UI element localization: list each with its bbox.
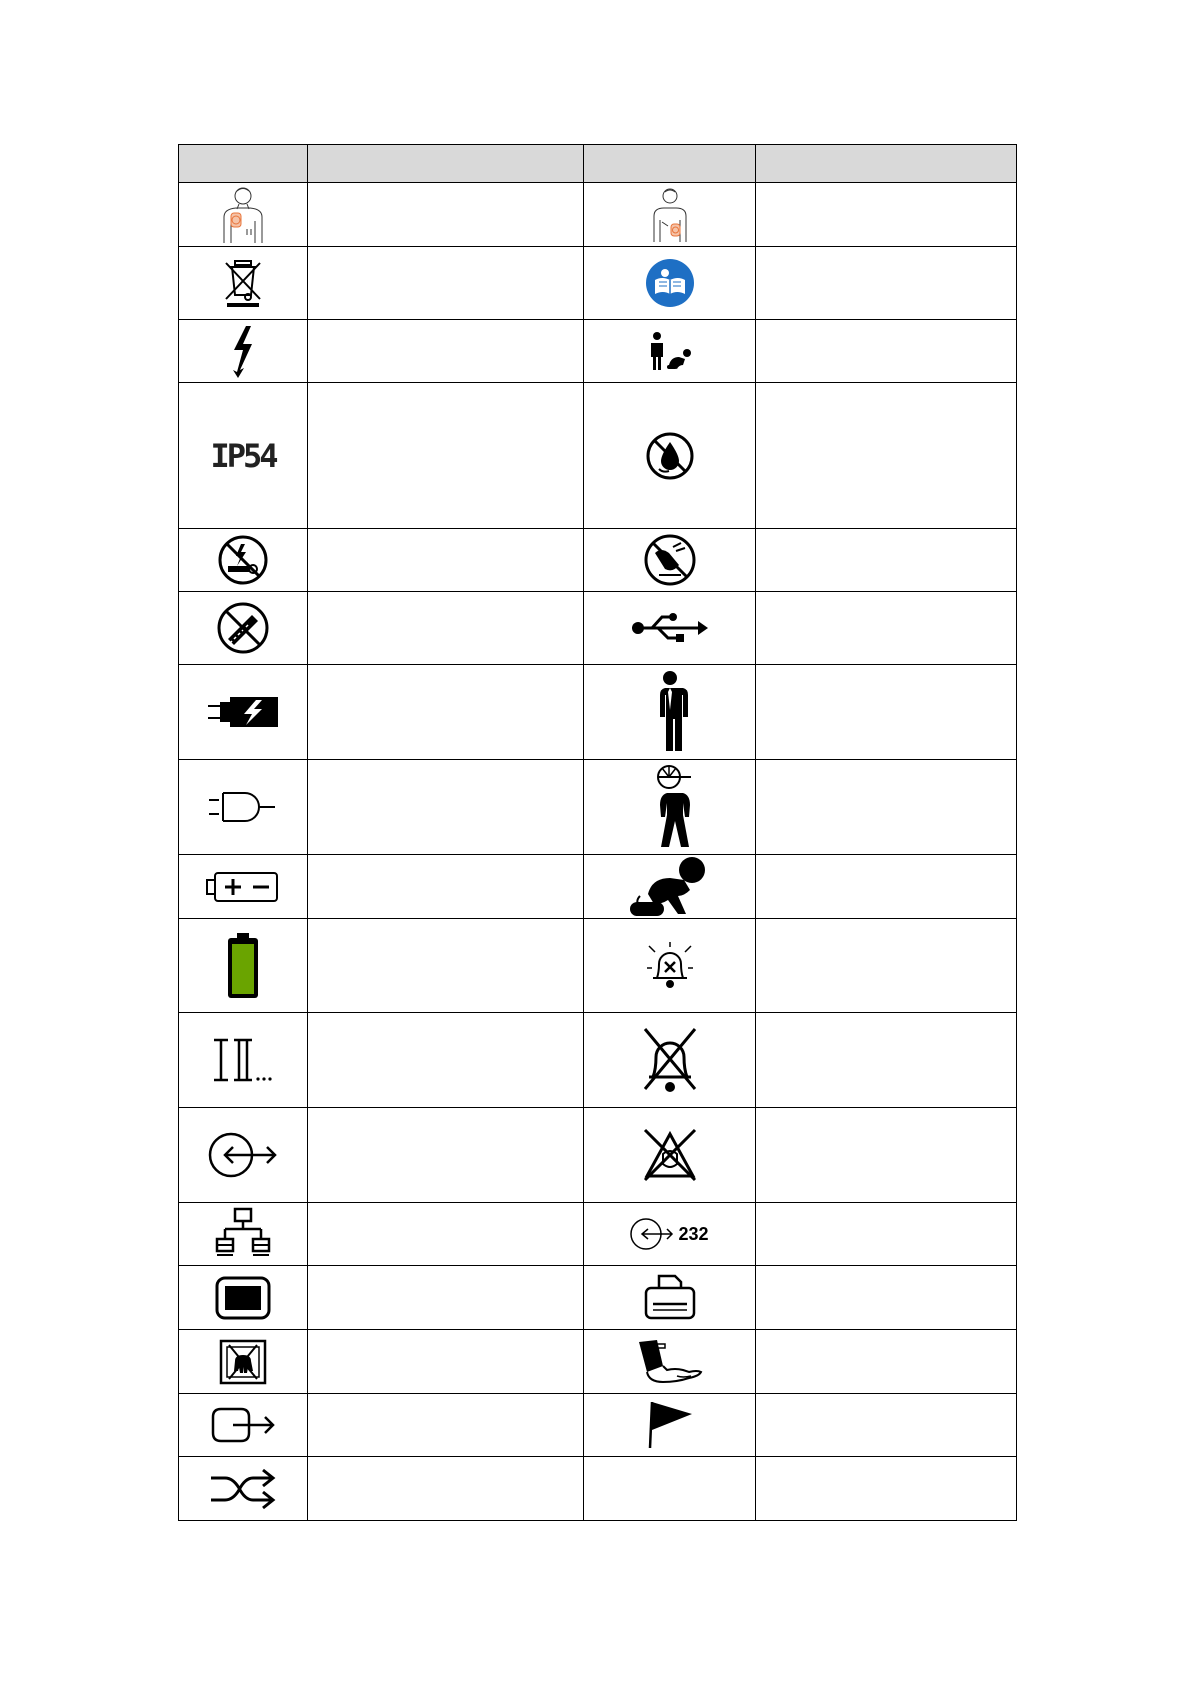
shuffle-icon [179, 1468, 307, 1510]
ecg-leads-icon [179, 1036, 307, 1084]
patient-pad-placement-adult-icon [179, 185, 307, 245]
table-row [179, 1394, 1017, 1457]
no-liquid-ingress-icon [584, 431, 755, 481]
patient-pad-placement-adult-back-icon [584, 186, 755, 244]
infant-icon [584, 856, 755, 918]
do-not-cut-icon [179, 601, 307, 655]
rs232-port-icon [584, 1216, 755, 1252]
audio-off-icon [584, 1126, 755, 1184]
blood-pressure-cuff-icon [584, 1338, 755, 1386]
symbols-table [178, 144, 1017, 1521]
rs232-label: 232 [678, 1223, 709, 1244]
alarm-off-icon [584, 1025, 755, 1095]
header-cell-description-right [756, 145, 1017, 183]
battery-full-icon [179, 932, 307, 1000]
table-row [179, 760, 1017, 855]
signal-output-icon [179, 1405, 307, 1445]
adult-icon [584, 670, 755, 754]
refer-to-manual-icon [584, 258, 755, 308]
table-row [179, 183, 1017, 247]
usb-icon [584, 612, 755, 644]
table-row [179, 529, 1017, 592]
table-row [179, 320, 1017, 383]
printer-icon [584, 1274, 755, 1322]
weee-crossed-bin-icon [179, 257, 307, 309]
network-icon [179, 1207, 307, 1261]
defibrillation-proof-applied-part-icon [179, 694, 307, 730]
table-row [179, 1203, 1017, 1266]
adult-and-child-patient-icon [584, 331, 755, 371]
equipotential-connector-icon [179, 789, 307, 825]
header-cell-description-left [308, 145, 584, 183]
table-row [179, 919, 1017, 1013]
ip54-rating-icon [179, 437, 307, 475]
table-row [179, 1013, 1017, 1108]
table-header-row [179, 145, 1017, 183]
table-row [179, 1457, 1017, 1521]
display-icon [179, 1276, 307, 1320]
child-icon [584, 763, 755, 851]
table-row [179, 1330, 1017, 1394]
data-input-output-icon [179, 1130, 307, 1180]
table-row [179, 592, 1017, 665]
battery-polarity-icon [179, 870, 307, 904]
table-row [179, 1108, 1017, 1203]
dangerous-voltage-icon [179, 324, 307, 378]
ip-rating-text: IP54 [210, 436, 276, 475]
no-hand-contact-icon [179, 1339, 307, 1385]
table-row [179, 665, 1017, 760]
no-spray-icon [584, 533, 755, 587]
table-row [179, 247, 1017, 320]
no-shock-device-icon [179, 534, 307, 586]
header-cell-symbol-right [584, 145, 756, 183]
table-row [179, 855, 1017, 919]
event-marker-flag-icon [584, 1400, 755, 1450]
header-cell-symbol-left [179, 145, 308, 183]
table-row [179, 1266, 1017, 1330]
alarm-paused-icon [584, 940, 755, 992]
table-row [179, 383, 1017, 529]
